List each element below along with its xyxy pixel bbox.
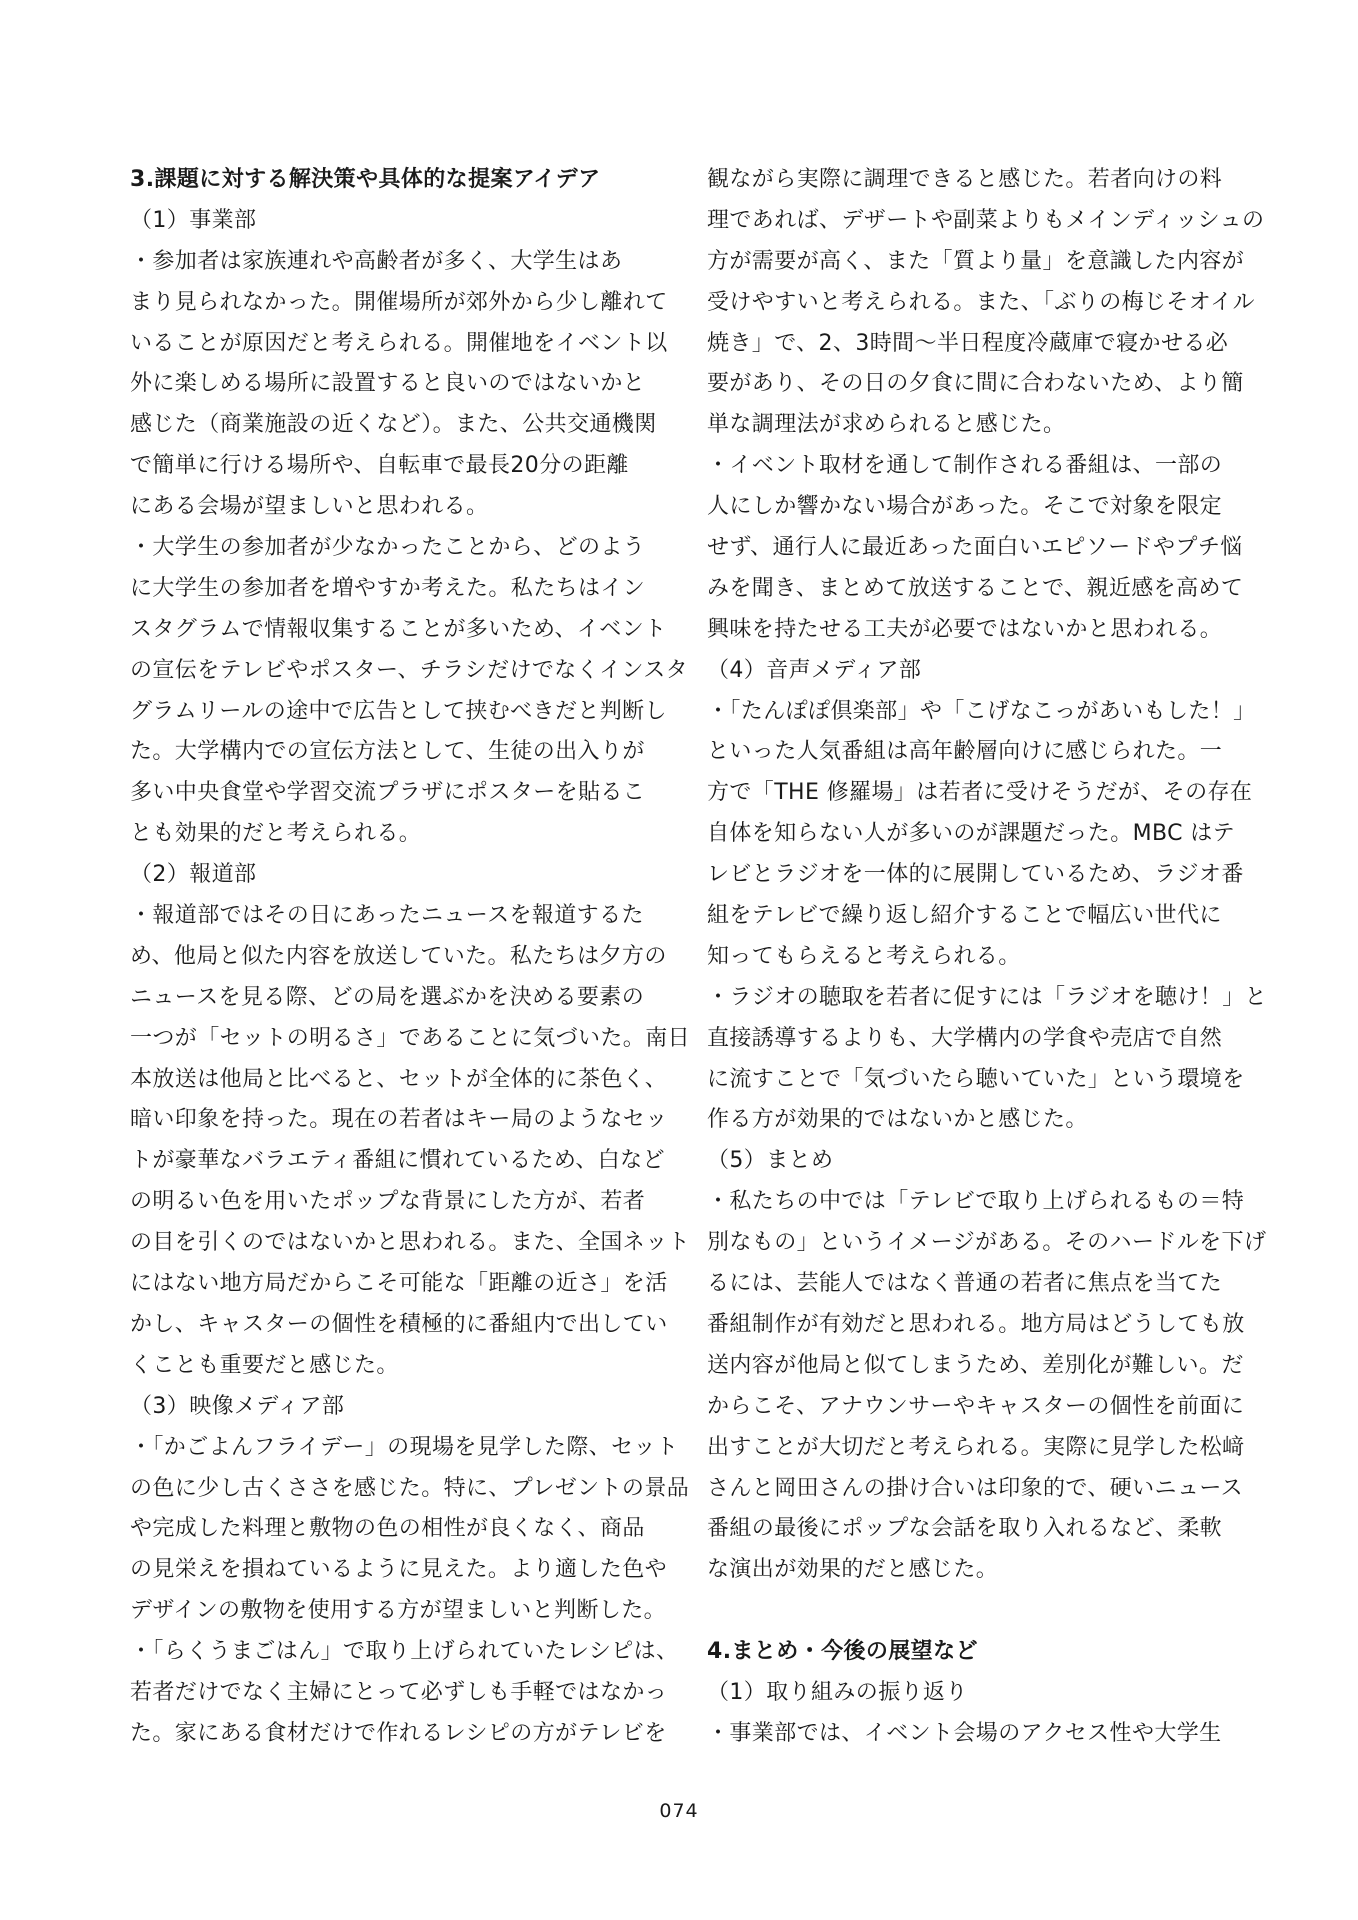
text-line: トが豪華なバラエティ番組に慣れているため、白など [130, 1148, 665, 1174]
text-line: 興味を持たせる工夫が必要ではないかと思われる。 [707, 616, 1223, 642]
text-line: にある会場が望ましいと思われる。 [130, 494, 489, 520]
text-line: 一つが「セットの明るさ」であることに気づいた。南日 [130, 1025, 691, 1051]
text-line: ・ラジオの聴取を若者に促すには「ラジオを聴け！」と [707, 984, 1268, 1010]
text-line: 知ってもらえると考えられる。 [707, 943, 1021, 969]
text-line: 観ながら実際に調理できると感じた。若者向けの料 [707, 167, 1223, 192]
text-line: 人にしか響かない場合があった。そこで対象を限定 [707, 494, 1222, 520]
text-line: 理であれば、デザートや副菜よりもメインディッシュの [707, 207, 1265, 233]
text-line: 別なもの」というイメージがある。そのハードルを下げ [707, 1230, 1267, 1256]
text-line: みを聞き、まとめて放送することで、親近感を高めて [707, 575, 1244, 601]
text-line: せず、通行人に最近あった面白いエピソードやプチ悩 [707, 535, 1243, 561]
text-line: ・事業部では、イベント会場のアクセス性や大学生 [707, 1720, 1222, 1746]
text-line: といった人気番組は高年齢層向けに感じられた。一 [707, 739, 1223, 765]
subheading-jigyobu: （1）事業部 [130, 207, 257, 233]
text-line: 外に楽しめる場所に設置すると良いのではないかと [130, 371, 646, 397]
text-line: とも効果的だと考えられる。 [130, 821, 422, 847]
text-line: ・私たちの中では「テレビで取り上げられるもの＝特 [707, 1189, 1245, 1215]
text-line: に流すことで「気づいたら聴いていた」という環境を [707, 1066, 1245, 1092]
text-line: からこそ、アナウンサーやキャスターの個性を前面に [707, 1393, 1245, 1419]
text-line: の宣伝をテレビやポスター、チラシだけでなくインスタ [130, 657, 689, 683]
text-line: 暗い印象を持った。現在の若者はキー局のようなセッ [130, 1107, 668, 1133]
text-line: 組をテレビで繰り返し紹介することで幅広い世代に [707, 903, 1222, 929]
text-line: ・大学生の参加者が少なかったことから、どのよう [130, 535, 646, 561]
text-line: 自体を知らない人が多いのが課題だった。MBC はテ [707, 821, 1236, 847]
text-line: 多い中央食堂や学習交流プラザにポスターを貼るこ [130, 780, 646, 806]
text-line: さんと岡田さんの掛け合いは印象的で、硬いニュース [707, 1475, 1244, 1501]
text-line: いることが原因だと考えられる。開催地をイベント以 [130, 330, 668, 356]
text-line: レビとラジオを一体的に展開しているため、ラジオ番 [707, 862, 1244, 888]
right-column [707, 160, 1268, 1755]
text-line: ニュースを見る際、どの局を選ぶかを決める要素の [130, 984, 645, 1010]
section-heading-4: 4.まとめ・今後の展望など [707, 1639, 978, 1665]
subheading-onsei-media: （4）音声メディア部 [707, 657, 922, 683]
section-heading-3: 3.課題に対する解決策や具体的な提案アイデア [130, 167, 601, 192]
text-line: の目を引くのではないかと思われる。また、全国ネット [130, 1230, 691, 1256]
subheading-furikaeri: （1）取り組みの振り返り [707, 1679, 968, 1705]
text-line: 本放送は他局と比べると、セットが全体的に茶色く、 [130, 1066, 668, 1092]
text-line: の明るい色を用いたポップな背景にした方が、若者 [130, 1189, 646, 1215]
text-line: グラムリールの途中で広告として挟むべきだと判断し [130, 698, 667, 724]
text-line: まり見られなかった。開催場所が郊外から少し離れて [130, 289, 668, 315]
text-line: 要があり、その日の夕食に間に合わないため、より簡 [707, 371, 1244, 397]
text-line: くことも重要だと感じた。 [130, 1352, 399, 1378]
text-line: にはない地方局だからこそ可能な「距離の近さ」を活 [130, 1271, 668, 1297]
left-column [130, 160, 691, 1755]
text-line: や完成した料理と敷物の色の相性が良くなく、商品 [130, 1516, 645, 1542]
text-line: ・「らくうまごはん」で取り上げられていたレシピは、 [130, 1639, 679, 1665]
subheading-matome: （5）まとめ [707, 1148, 834, 1174]
text-line: の見栄えを損ねているように見えた。より適した色や [130, 1557, 668, 1583]
text-line: に大学生の参加者を増やすか考えた。私たちはイン [130, 575, 646, 601]
text-line: 送内容が他局と似てしまうため、差別化が難しい。だ [707, 1352, 1244, 1378]
text-line: ・参加者は家族連れや高齢者が多く、大学生はあ [130, 248, 623, 274]
blank-line [707, 1591, 1237, 1632]
text-line: 受けやすいと考えられる。また、「ぶりの梅じそオイル [707, 289, 1255, 315]
text-line: 方が需要が高く、また「質より量」を意識した内容が [707, 248, 1245, 274]
text-line: 番組制作が有効だと思われる。地方局はどうしても放 [707, 1311, 1245, 1337]
text-line: スタグラムで情報収集することが多いため、イベント [130, 616, 667, 642]
text-line: デザインの敷物を使用する方が望ましいと判断した。 [130, 1598, 667, 1624]
text-line: 番組の最後にポップな会話を取り入れるなど、柔軟 [707, 1516, 1223, 1542]
text-line: ・「たんぽぽ倶楽部」や「こげなこっがあいもした！」 [707, 698, 1256, 724]
text-line: 出すことが大切だと考えられる。実際に見学した松﨑 [707, 1434, 1245, 1460]
text-line: 直接誘導するよりも、大学構内の学食や売店で自然 [707, 1025, 1223, 1051]
page-number: 074 [659, 1800, 699, 1822]
text-line: ・報道部ではその日にあったニュースを報道するた [130, 903, 644, 929]
text-line: 方で「THE 修羅場」は若者に受けそうだが、その存在 [707, 780, 1253, 806]
text-line: の色に少し古くささを感じた。特に、プレゼントの景品 [130, 1475, 690, 1501]
text-line: 作る方が効果的ではないかと感じた。 [707, 1107, 1088, 1133]
text-line: 感じた（商業施設の近くなど）。また、公共交通機関 [130, 412, 657, 438]
text-line: た。家にある食材だけで作れるレシピの方がテレビを [130, 1720, 667, 1746]
text-line: るには、芸能人ではなく普通の若者に焦点を当てた [707, 1271, 1223, 1297]
text-line: た。大学構内での宣伝方法として、生徒の出入りが [130, 739, 645, 765]
text-line: ・「かごよんフライデー」の現場を見学した際、セット [130, 1434, 679, 1460]
subheading-eizo-media: （3）映像メディア部 [130, 1393, 345, 1419]
text-line: かし、キャスターの個性を積極的に番組内で出してい [130, 1311, 668, 1337]
subheading-hodobu: （2）報道部 [130, 862, 257, 888]
text-line: ・イベント取材を通して制作される番組は、一部の [707, 453, 1223, 479]
text-line: 単な調理法が求められると感じた。 [707, 412, 1066, 438]
text-line: な演出が効果的だと感じた。 [707, 1557, 999, 1583]
text-line: で簡単に行ける場所や、自転車で最長20分の距離 [130, 453, 629, 479]
text-line: 焼き」で、2、3時間～半日程度冷蔵庫で寝かせる必 [707, 330, 1229, 356]
text-line: 若者だけでなく主婦にとって必ずしも手軽ではなかっ [130, 1679, 668, 1705]
text-line: め、他局と似た内容を放送していた。私たちは夕方の [130, 943, 667, 969]
